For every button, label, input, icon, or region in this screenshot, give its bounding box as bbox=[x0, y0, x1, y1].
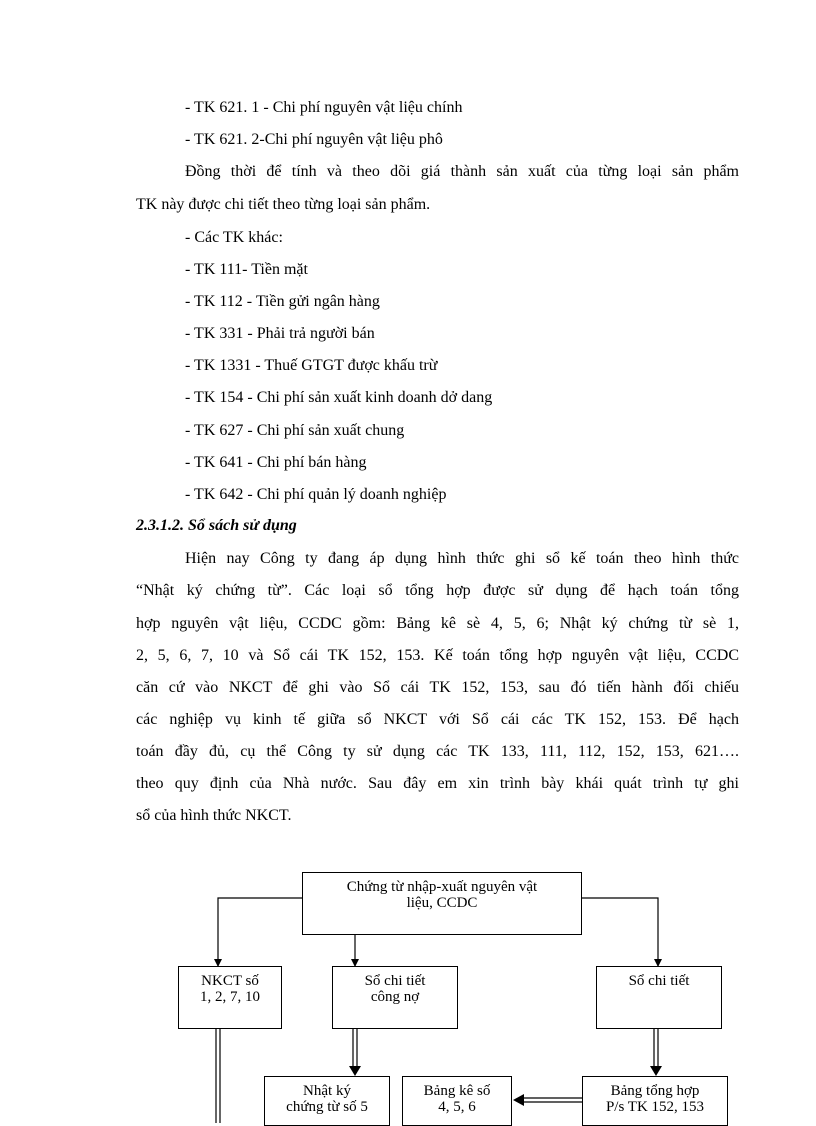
list-item: - TK 154 - Chi phí sản xuất kinh doanh dở dang bbox=[185, 389, 493, 406]
list-item: - TK 621. 2-Chi phí nguyên vật liệu phô bbox=[185, 131, 443, 148]
paragraph-line: hợp nguyên vật liệu, CCDC gồm: Bảng kê sè 4, 5, 6; Nhật ký chứng từ sè 1, bbox=[136, 615, 739, 632]
section-heading: 2.3.1.2. Sổ sách sử dụng bbox=[136, 517, 297, 534]
paragraph-line: toán đầy đủ, cụ thể Công ty sử dụng các TK 133, 111, 112, 152, 153, 621…. bbox=[136, 743, 739, 760]
paragraph-line: 2, 5, 6, 7, 10 và Sổ cái TK 152, 153. Kế toán tổng hợp nguyên vật liệu, CCDC bbox=[136, 647, 739, 664]
list-item: - TK 641 - Chi phí bán hàng bbox=[185, 454, 367, 471]
paragraph-line: TK này được chi tiết theo từng loại sản phẩm. bbox=[136, 196, 431, 213]
box-so-chi-tiet bbox=[596, 966, 722, 1029]
paragraph-line: “Nhật ký chứng từ”. Các loại sổ tổng hợp được sử dụng để hạch toán tổng bbox=[136, 582, 739, 599]
box-nhat-ky-chung-tu-5-label: Nhật ký chứng từ số 5 bbox=[286, 1083, 368, 1115]
paragraph-line: theo quy định của Nhà nước. Sau đây em xin trình bày khái quát trình tự ghi bbox=[136, 775, 739, 792]
box-bang-ke-label: Bảng kê số 4, 5, 6 bbox=[423, 1083, 491, 1115]
paragraph-line: sổ của hình thức NKCT. bbox=[136, 807, 292, 824]
list-item: - TK 1331 - Thuế GTGT được khấu trừ bbox=[185, 357, 438, 374]
box-nhat-ky-chung-tu-5 bbox=[264, 1076, 390, 1126]
box-source-documents-label: Chứng từ nhập-xuất nguyên vật liệu, CCDC bbox=[346, 879, 538, 911]
list-item: - TK 111- Tiền mặt bbox=[185, 261, 308, 278]
box-bang-tong-hop bbox=[582, 1076, 728, 1126]
list-item: - TK 331 - Phải trả người bán bbox=[185, 325, 375, 342]
paragraph-line: căn cứ vào NKCT để ghi vào Sổ cái TK 152, 153, sau đó tiến hành đối chiếu bbox=[136, 679, 739, 696]
box-bang-tong-hop-label: Bảng tổng hợp P/s TK 152, 153 bbox=[605, 1083, 705, 1115]
box-nkct-label: NKCT số 1, 2, 7, 10 bbox=[200, 973, 260, 1005]
list-item: - TK 112 - Tiền gửi ngân hàng bbox=[185, 293, 380, 310]
box-bang-ke bbox=[402, 1076, 512, 1126]
connector-sochitiet-arrowhead bbox=[650, 1066, 662, 1076]
connector-congno-arrowhead bbox=[349, 1066, 361, 1076]
box-so-chi-tiet-cong-no-label: Sổ chi tiết công nợ bbox=[364, 973, 426, 1005]
list-item: - Các TK khác: bbox=[185, 229, 283, 246]
paragraph-line: các nghiệp vụ kinh tế giữa sổ NKCT với Sổ cái các TK 152, 153. Để hạch bbox=[136, 711, 739, 728]
box-nkct bbox=[178, 966, 282, 1029]
connector-top-to-sochitiet bbox=[582, 898, 658, 966]
list-item: - TK 621. 1 - Chi phí nguyên vật liệu chính bbox=[185, 99, 463, 116]
list-item: - TK 627 - Chi phí sản xuất chung bbox=[185, 422, 405, 439]
connector-top-to-nkct bbox=[218, 898, 302, 966]
box-so-chi-tiet-label: Sổ chi tiết bbox=[628, 973, 690, 989]
list-item: - TK 642 - Chi phí quản lý doanh nghiệp bbox=[185, 486, 447, 503]
box-source-documents bbox=[302, 872, 582, 935]
connector-bth-arrowhead bbox=[513, 1094, 524, 1106]
paragraph-line: Đồng thời để tính và theo dõi giá thành sản xuất của từng loại sản phẩm bbox=[185, 163, 739, 180]
paragraph-line: Hiện nay Công ty đang áp dụng hình thức ghi sổ kế toán theo hình thức bbox=[185, 550, 739, 567]
box-so-chi-tiet-cong-no bbox=[332, 966, 458, 1029]
